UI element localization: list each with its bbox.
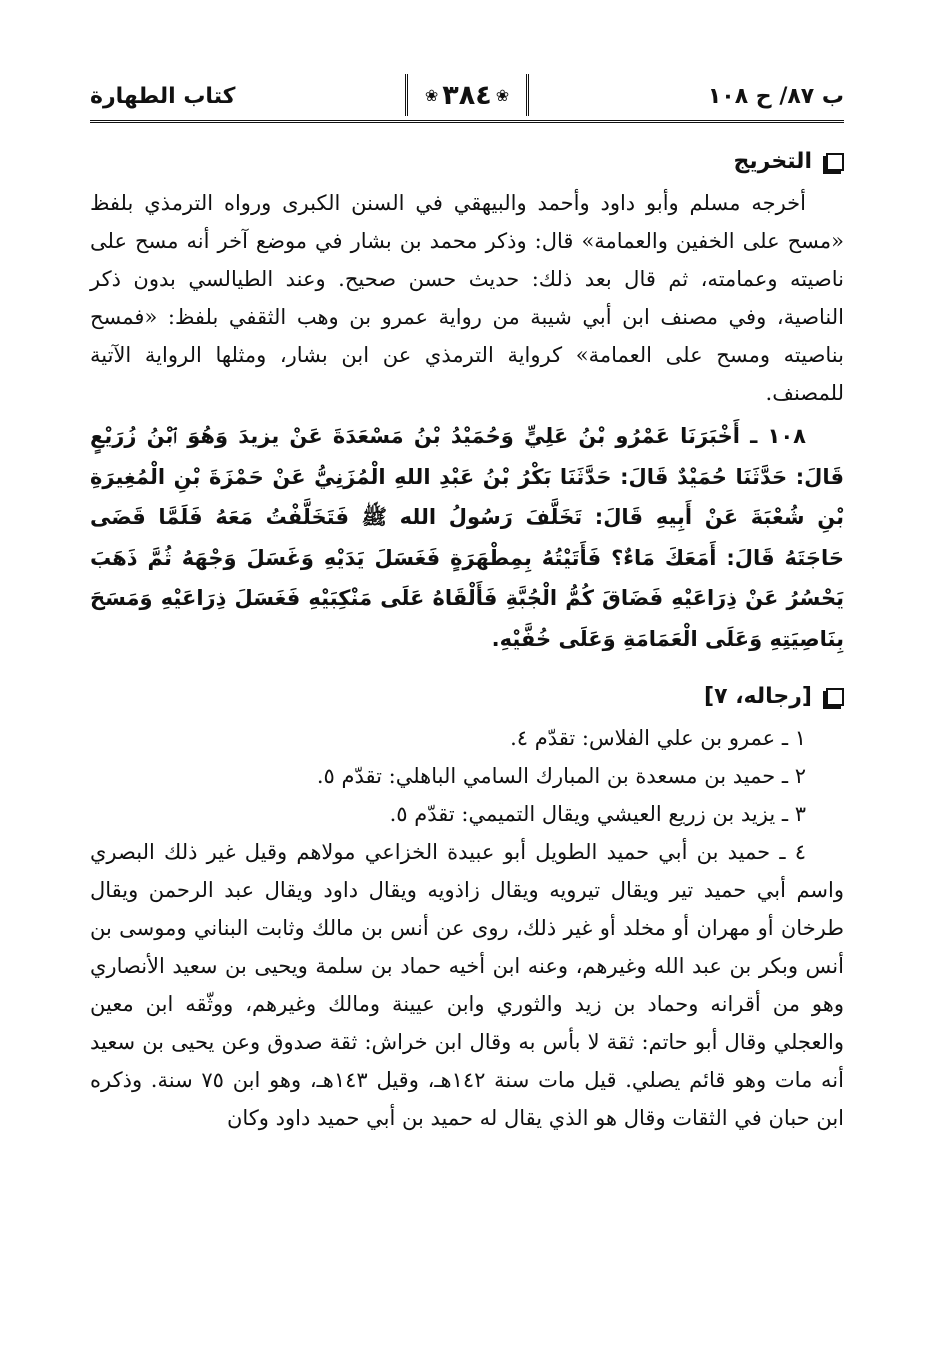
takhrij-heading — [90, 140, 844, 184]
biography-line: عبد الرحمن ويقال طرخان أو مهران أو مخلد أو غير ذلك، روى عن أنس بن — [90, 878, 844, 940]
hadith-line: قَالَ: حَدَّثَنَا حُمَيْدٌ قَالَ: حَدَّثَنَا بَكْرُ بْنُ عَبْدِ اللهِ الْمُزَنِيُّ عَنْ حَمْزَةَ بْنِ الْمُغِيرَةِ بْنِ — [90, 464, 844, 529]
biography-line: مالك وثابت البناني وموسى بن أنس وبكر بن عبد الله وغيرهم، وعنه ابن أخيه — [90, 916, 844, 978]
header-rule — [90, 120, 844, 123]
chapter-reference: ب ٨٧/ ح ١٠٨ — [707, 84, 844, 109]
takhrij-line: الطيالسي بدون ذكر الناصية، وفي مصنف ابن أبي شيبة من رواية عمرو بن — [90, 267, 844, 329]
hadith-line: فَضَاقَ كُمُّ الْجُبَّةِ فَأَلْقَاهُ عَلَى مَنْكِبَيْهِ فَغَسَلَ ذِرَاعَيْهِ وَمَسَحَ بِنَاصِيَتِهِ وَعَلَى الْعَمَامَةِ — [90, 586, 844, 651]
biography-line: ذلك البصري واسم أبي حميد تير ويقال تيرويه ويقال زاذويه ويقال داود ويقال — [90, 840, 844, 902]
book-title: كتاب الطهارة — [90, 84, 236, 109]
takhrij-title: التخريج — [733, 149, 812, 174]
page-header — [90, 70, 844, 124]
biography-line: ثقة لا بأس به وقال ابن خراش: ثقة صدوق وعن يحيى بن سعيد أنه مات وهو — [90, 1030, 844, 1092]
takhrij-paragraph — [90, 184, 844, 412]
ornament-icon: ❀ — [424, 85, 439, 105]
takhrij-line: أخرجه مسلم وأبو داود وأحمد والبيهقي في السنن الكبرى ورواه الترمذي — [144, 191, 806, 215]
square-bullet-icon — [826, 153, 844, 171]
biography-line: حماد بن سلمة ويحيى بن سعيد الأنصاري وهو من أقرانه وحماد بن زيد — [90, 954, 844, 1016]
narrator-item: ١ ـ عمرو بن علي الفلاس: تقدّم ٤. — [510, 726, 806, 750]
takhrij-line: أنه مسح على ناصيته وعمامته، ثم قال بعد ذلك: حديث حسن صحيح. وعند — [90, 229, 844, 291]
narrator-item: ٢ ـ حميد بن مسعدة بن المبارك السامي الباهلي: تقدّم ٥. — [316, 764, 806, 788]
hadith-line: ١٠٨ ـ أَخْبَرَنَا عَمْرُو بْنُ عَلِيٍّ وَحُمَيْدُ بْنُ مَسْعَدَةَ عَنْ يزيدَ وَهُوَ ٱبْنُ زُرَيْعٍ — [90, 424, 806, 448]
ornament-icon: ❀ — [495, 85, 510, 105]
page-number-frame — [405, 74, 529, 116]
biography-line: ٤ ـ حميد بن أبي حميد الطويل أبو عبيدة الخزاعي مولاهم وقيل غير — [206, 840, 806, 864]
page-body — [90, 140, 844, 1137]
takhrij-line: ابن بشار، ومثلها الرواية الآتية للمصنف. — [90, 343, 844, 405]
rijal-heading — [90, 675, 844, 719]
takhrij-line: وهب الثقفي بلفظ: «فمسح بناصيته ومسح على العمامة» كرواية الترمذي عن — [90, 305, 844, 367]
narrator-item: ٣ ـ يزيد بن زريع العيشي ويقال التميمي: تقدّم ٥. — [389, 802, 806, 826]
narrator-item-biography — [90, 833, 844, 1137]
hadith-line: شُعْبَةَ عَنْ أَبِيهِ قَالَ: تَخَلَّفَ رَسُولُ الله ﷺ فَتَخَلَّفْتُ مَعَهُ فَلَمَّا قَضَى حَاجَتَهُ قَالَ: — [90, 505, 844, 570]
square-bullet-icon — [826, 688, 844, 706]
takhrij-line: بلفظ «مسح على الخفين والعمامة» قال: وذكر محمد بن بشار في موضع آخر — [90, 191, 844, 253]
rijal-title: [رجاله، ٧] — [704, 684, 812, 709]
hadith-text — [90, 416, 844, 659]
hadith-line: أَمَعَكَ مَاءٌ؟ فَأَتَيْتُهُ بِمِطْهَرَةٍ فَغَسَلَ يَدَيْهِ وَغَسَلَ وَجْهَهُ ثُمَّ ذَهَبَ يَحْسُرُ عَنْ ذِرَاعَيْهِ — [90, 545, 844, 610]
biography-line: والثوري وابن عيينة ومالك وغيرهم، ووثّقه ابن معين والعجلي وقال أبو حاتم: — [90, 992, 844, 1054]
page-number: ٣٨٤ — [442, 79, 492, 111]
hadith-line: وَعَلَى خُفَّيْهِ. — [491, 626, 616, 651]
biography-line: قائم يصلي. قيل مات سنة ١٤٢هـ، وقيل ١٤٣هـ، وهو ابن ٧٥ سنة. وذكره — [90, 1068, 726, 1092]
biography-line: ابن حبان في الثقات وقال هو الذي يقال له حميد بن أبي حميد داود وكان — [226, 1106, 844, 1130]
